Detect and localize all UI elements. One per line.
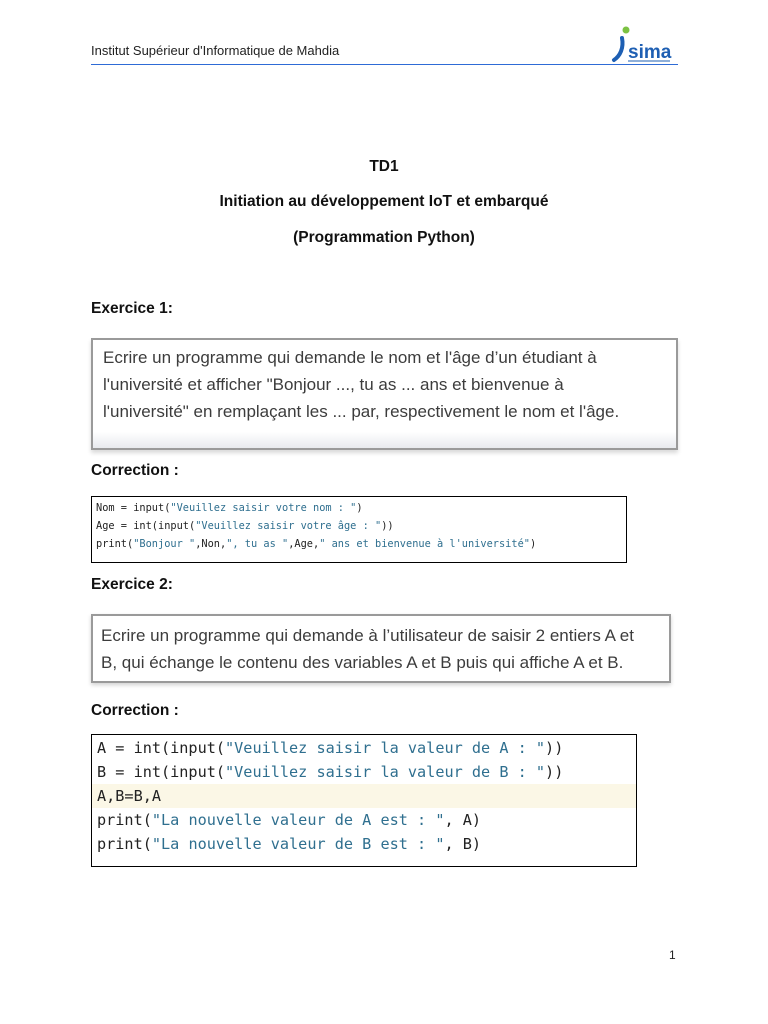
exercise-1-heading: Exercice 1: [91,300,173,317]
code-string: ", tu as " [226,538,289,550]
header-rule [91,64,678,65]
statement-line: Ecrire un programme qui demande le nom et l'âge d’un étudiant à [103,348,597,367]
code-line [97,736,631,760]
code-string: "Veuillez saisir la valeur de A : " [225,739,546,757]
code-line [92,784,636,808]
exercise-1-statement [91,338,678,450]
code-string: "Veuillez saisir votre nom : " [170,502,357,514]
code-string: " ans et bienvenue à l'université" [319,538,530,550]
statement-line: B, qui échange le contenu des variables A et B puis qui affiche A et B. [101,653,624,672]
code-line [96,499,622,517]
correction-1-code [91,496,627,563]
code-string: "La nouvelle valeur de A est : " [151,811,445,829]
code-token: ) [529,538,537,550]
correction-2-heading: Correction : [91,702,179,719]
code-string: "Veuillez saisir la valeur de B : " [225,763,546,781]
code-line [96,535,622,553]
code-token: ) [356,502,363,514]
code-token: )) [545,739,564,757]
code-token: B = int(input( [97,763,226,781]
code-token: , B) [444,835,482,853]
institution-name: Institut Supérieur d'Informatique de Mahdia [91,43,340,58]
isima-logo [610,24,674,64]
exercise-2-heading: Exercice 2: [91,576,173,593]
course-title: Initiation au développement IoT et embarqué [219,193,549,210]
code-line [97,808,631,832]
code-string: "La nouvelle valeur de B est : " [151,835,445,853]
statement-line: l'université" en remplaçant les ... par, respectivement le nom et l'âge. [103,402,620,421]
course-subtitle: (Programmation Python) [293,229,475,246]
code-token: )) [381,520,394,532]
code-token: A = int(input( [97,739,226,757]
correction-2-code [91,734,637,867]
code-token: , A) [444,811,482,829]
code-token: Nom = input( [96,502,171,514]
code-token: print( [97,811,152,829]
code-token: print( [97,835,152,853]
code-token: ,Age, [288,538,320,550]
code-token: A,B=B,A [97,787,162,805]
code-line [97,760,631,784]
page-number: 1 [669,948,676,962]
code-token: print( [96,538,134,550]
code-token: Age = int(input( [96,520,196,532]
correction-1-heading: Correction : [91,462,179,479]
code-token: ,Non, [195,538,227,550]
statement-line: l'université et afficher "Bonjour ..., tu as ... ans et bienvenue à [103,375,564,394]
code-string: "Bonjour " [133,538,196,550]
code-token: )) [545,763,564,781]
code-string: "Veuillez saisir votre âge : " [195,520,382,532]
td-title: TD1 [369,158,399,175]
logo-text: sima [628,42,672,63]
code-line [96,517,622,535]
code-line [97,832,631,856]
exercise-2-statement [91,614,671,683]
statement-line: Ecrire un programme qui demande à l’utilisateur de saisir 2 entiers A et [101,626,634,645]
